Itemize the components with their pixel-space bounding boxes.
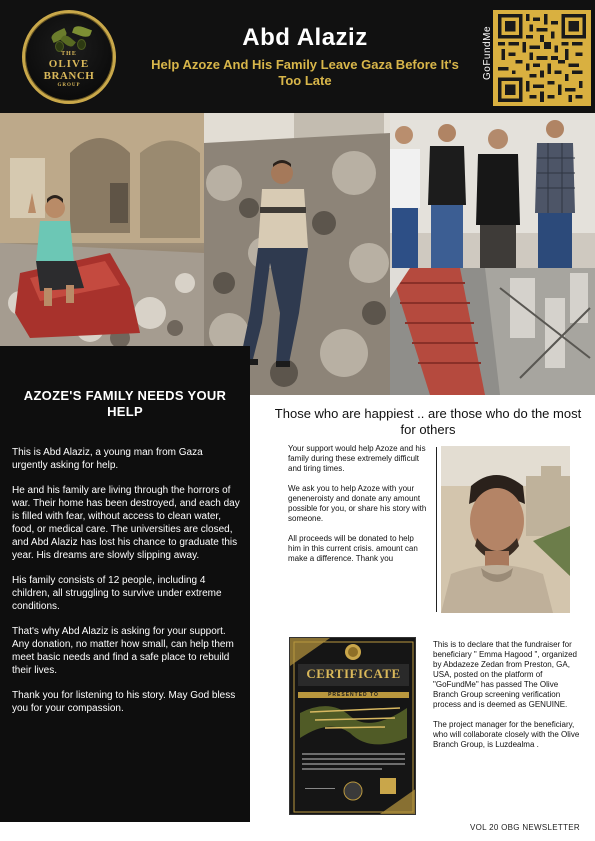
logo-text-group: GROUP [57, 83, 81, 88]
photo-collapsed-building [390, 268, 595, 395]
olive-branch-logo [22, 10, 116, 104]
support-paragraph: We ask you to help Azoze with your geneneroisty and donate any amount possible for you, or share his story with someone. [288, 484, 427, 523]
newsletter-footer: VOL 20 OBG NEWSLETTER [469, 823, 580, 832]
photo-four-men-standing [390, 113, 595, 268]
story-paragraph: That's why Abd Alaziz is asking for your support. Any donation, no matter how small, can help them meet basic needs and find a safe place to rebuild their lives. [12, 626, 234, 676]
gofundme-label: GoFundMe [482, 25, 493, 81]
header-bar [0, 0, 595, 113]
photo-man-in-rubble [0, 113, 204, 346]
declaration-paragraph: This is to declare that the fundraiser for beneficiary " Emma Hagood ", organized by Abdazeze Zedan from Preston, GA, USA, posted on the platform of "GoFundMe" has passed The Olive Branch Group screening verification process and is deemed as GENUINE. [433, 640, 577, 709]
quote-heading: Those who are happiest .. are those who do the most for others [274, 406, 582, 437]
logo-text-the: THE [61, 51, 77, 57]
certificate-title: CERTIFICATE [306, 666, 401, 681]
story-heading: AZOZE'S FAMILY NEEDS YOUR HELP [23, 388, 227, 419]
story-panel [0, 346, 250, 822]
photo-collapsed-building-image [390, 268, 595, 395]
verification-declaration [433, 640, 583, 760]
page-title: Abd Alaziz [242, 24, 368, 51]
story-body [12, 446, 240, 727]
certificate-presented-to: PRESENTED TO [328, 692, 379, 698]
certificate-image-art [290, 638, 416, 815]
story-paragraph: This is Abd Alaziz, a young man from Gaza urgently asking for help. [12, 447, 203, 471]
portrait-photo-image [441, 446, 570, 613]
qr-code-icon [497, 14, 587, 102]
story-paragraph: His family consists of 12 people, including 4 children, all struggling to survive under extreme conditions. [12, 575, 222, 612]
declaration-paragraph: The project manager for the beneficiary, who will collaborate closely with the Olive Branch Group, is Luzdealma . [433, 720, 580, 749]
logo-text-branch: BRANCH [43, 70, 95, 82]
vertical-divider [436, 447, 437, 612]
logo-text-olive: OLIVE [48, 58, 90, 70]
portrait-photo [441, 446, 570, 613]
support-text [288, 444, 428, 574]
page-subtitle: Help Azoze And His Family Leave Gaza Before It's Too Late [151, 57, 459, 88]
certificate-image [289, 637, 416, 815]
support-paragraph: All proceeds will be donated to help him in this current crisis. amount can make a difference. Thank you [288, 534, 418, 563]
story-paragraph: He and his family are living through the horrors of war. Their home has been destroyed, and each day is filled with fear, without access to clean water, food, or medical care. The universities are closed, and Abd Alaziz has lost his chance to graduate this year. His dreams are slowly slipping away. [12, 485, 240, 561]
qr-code[interactable] [493, 10, 591, 106]
photo-man-in-rubble-image [0, 113, 204, 346]
photo-four-men-standing-image [390, 113, 595, 268]
story-paragraph: Thank you for listening to his story. May God bless you for your compassion. [12, 690, 236, 714]
support-paragraph: Your support would help Azoze and his family during these extremely difficult and tiring times. [288, 444, 426, 473]
